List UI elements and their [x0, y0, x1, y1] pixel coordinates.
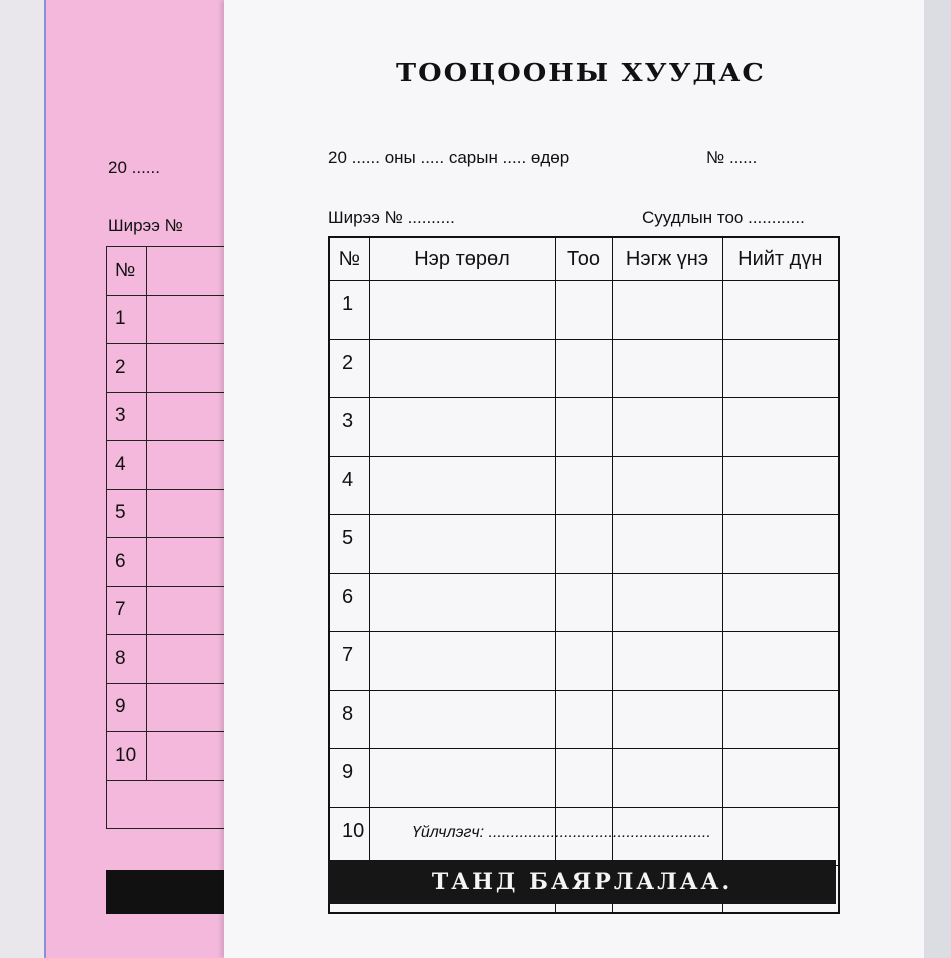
- table-row: [329, 632, 839, 691]
- back-row-number: 4: [107, 441, 147, 490]
- header-quantity: Тоо: [555, 237, 612, 281]
- table-row: [329, 281, 839, 340]
- table-row: [329, 749, 839, 808]
- server-signature-field: Үйлчлэгч: ..................................................: [412, 824, 711, 841]
- back-row-number: 10: [107, 732, 147, 781]
- back-row-number: 6: [107, 538, 147, 587]
- back-row-number: 5: [107, 489, 147, 538]
- table-row: [329, 339, 839, 398]
- row-number: 2: [329, 339, 369, 398]
- back-table-fragment: Ширээ №: [108, 216, 183, 235]
- back-row-number: 7: [107, 586, 147, 635]
- back-row-number: 2: [107, 344, 147, 393]
- row-number: 1: [329, 281, 369, 340]
- table-header-row: [329, 237, 839, 281]
- back-row-number: 1: [107, 295, 147, 344]
- receipt-title: ТООЦООНЫ ХУУДАС: [396, 59, 766, 88]
- items-table: [328, 236, 840, 914]
- header-number: №: [329, 237, 369, 281]
- row-number: 8: [329, 690, 369, 749]
- row-number: 3: [329, 398, 369, 457]
- table-row: [329, 515, 839, 574]
- header-total-amount: Нийт дүн: [722, 237, 839, 281]
- back-total-row: [107, 780, 236, 829]
- table-row: [329, 573, 839, 632]
- back-row-number: 9: [107, 683, 147, 732]
- table-number-field: Ширээ № ..........: [328, 208, 455, 227]
- header-item-name: Нэр төрөл: [369, 237, 555, 281]
- back-date-fragment: 20 ......: [108, 158, 160, 177]
- date-field: 20 ...... оны ..... сарын ..... өдөр: [328, 148, 570, 167]
- row-number: 4: [329, 456, 369, 515]
- guest-count-field: Суудлын тоо ............: [642, 208, 805, 227]
- table-row: [329, 456, 839, 515]
- receipt-number-field: № ......: [706, 148, 758, 167]
- header-unit-price: Нэгж үнэ: [612, 237, 722, 281]
- table-row: [329, 690, 839, 749]
- back-header-no: №: [107, 247, 147, 296]
- back-items-table: [106, 246, 236, 829]
- thank-you-banner: ТАНД БАЯРЛАЛАА.: [328, 860, 836, 904]
- row-number: 9: [329, 749, 369, 808]
- sheet-edge: [924, 0, 951, 958]
- row-number: 7: [329, 632, 369, 691]
- row-number: 5: [329, 515, 369, 574]
- back-row-number: 8: [107, 635, 147, 684]
- back-row-number: 3: [107, 392, 147, 441]
- row-number: 10: [329, 807, 369, 866]
- back-banner: [106, 870, 236, 914]
- row-number: 6: [329, 573, 369, 632]
- table-row: [329, 398, 839, 457]
